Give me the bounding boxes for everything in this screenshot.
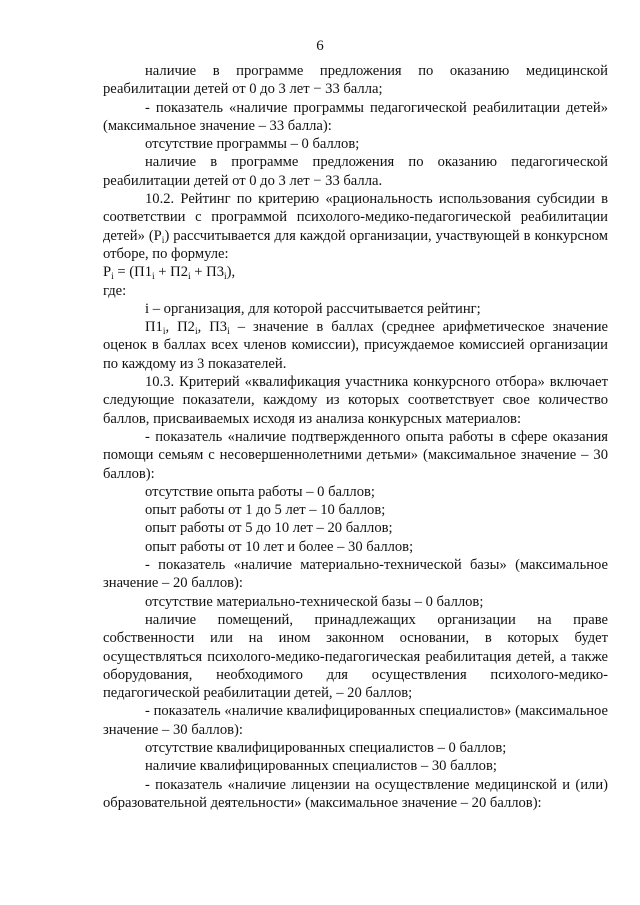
paragraph: 10.3. Критерий «квалификация участника конкурсного отбора» включает следующие показатели, каждому из которых соответствует свое количество баллов, присваиваемых исходя из анализа конкурсных материалов: bbox=[103, 374, 608, 427]
paragraph-text: – значение в баллах (среднее арифметическое значение оценок в баллах всех членов комиссии), присуждаемое комиссией организации по каждому из 3 показателей. bbox=[103, 319, 608, 372]
document-body bbox=[103, 62, 608, 812]
paragraph: опыт работы от 10 лет и более – 30 баллов; bbox=[145, 538, 414, 555]
subscript: i bbox=[194, 327, 198, 338]
paragraph: отсутствие программы – 0 баллов; bbox=[145, 136, 360, 153]
paragraph-text: П1 bbox=[145, 319, 163, 336]
paragraph: отсутствие материально-технической базы – 0 баллов; bbox=[145, 593, 484, 610]
subscript: i bbox=[161, 235, 165, 246]
paragraph-text: 10.2. Рейтинг по критерию «рациональность использования субсидии в соответствии с программой психолого-медико-педагогической реабилитации детей» (Р bbox=[103, 191, 608, 244]
paragraph: - показатель «наличие подтвержденного опыта работы в сфере оказания помощи семьям с несовершеннолетними детьми» (максимальное значение – 30 баллов): bbox=[103, 428, 608, 482]
paragraph: опыт работы от 1 до 5 лет – 10 баллов; bbox=[145, 502, 386, 519]
paragraph: наличие квалифицированных специалистов – 30 баллов; bbox=[145, 758, 497, 775]
formula-part: Р bbox=[103, 264, 112, 281]
formula-part: + П3 bbox=[190, 264, 225, 281]
paragraph bbox=[103, 318, 608, 373]
subscript: i bbox=[188, 272, 191, 283]
formula-part: + П2 bbox=[154, 264, 189, 281]
formula bbox=[103, 263, 608, 281]
paragraph: - показатель «наличие лицензии на осуществление медицинской и (или) образовательной деятельности» (максимальное значение – 20 баллов): bbox=[103, 776, 608, 811]
paragraph: i – организация, для которой рассчитывается рейтинг; bbox=[145, 300, 481, 317]
paragraph bbox=[103, 190, 608, 263]
paragraph: - показатель «наличие квалифицированных специалистов» (максимальное значение – 30 баллов): bbox=[103, 703, 608, 738]
page-number: 6 bbox=[316, 38, 324, 54]
subscript: i bbox=[111, 272, 114, 283]
formula-part: = (П1 bbox=[113, 264, 152, 281]
paragraph: - показатель «наличие материально-технической базы» (максимальное значение – 20 баллов): bbox=[103, 557, 608, 592]
subscript: i bbox=[162, 327, 166, 338]
paragraph-text: , П2 bbox=[165, 319, 195, 336]
paragraph-text: , П3 bbox=[197, 319, 228, 336]
subscript: i bbox=[224, 272, 227, 283]
paragraph: отсутствие квалифицированных специалистов – 0 баллов; bbox=[145, 739, 507, 756]
subscript: i bbox=[152, 272, 155, 283]
paragraph-text: ) рассчитывается для каждой организации, участвующей в конкурсном отборе, по формуле: bbox=[103, 227, 608, 262]
paragraph: наличие в программе предложения по оказанию медицинской реабилитации детей от 0 до 3 лет − 33 балла; bbox=[103, 63, 608, 98]
paragraph: наличие помещений, принадлежащих организации на праве собственности или на ином законном основании, в которых будет осуществляться психолого-медико-педагогическая реабилитация детей, а также оборудования, необходимого для осуществления психолого-медико-педагогической реабилитации детей, – 20 баллов; bbox=[103, 611, 608, 702]
paragraph: отсутствие опыта работы – 0 баллов; bbox=[145, 483, 375, 500]
subscript: i bbox=[227, 327, 230, 338]
paragraph: опыт работы от 5 до 10 лет – 20 баллов; bbox=[145, 520, 393, 537]
paragraph: - показатель «наличие программы педагогической реабилитации детей» (максимальное значение – 33 балла): bbox=[103, 99, 608, 134]
formula-part: ), bbox=[226, 264, 236, 281]
paragraph: где: bbox=[103, 282, 127, 299]
paragraph: наличие в программе предложения по оказанию педагогической реабилитации детей от 0 до 3 лет − 33 балла. bbox=[103, 154, 608, 189]
